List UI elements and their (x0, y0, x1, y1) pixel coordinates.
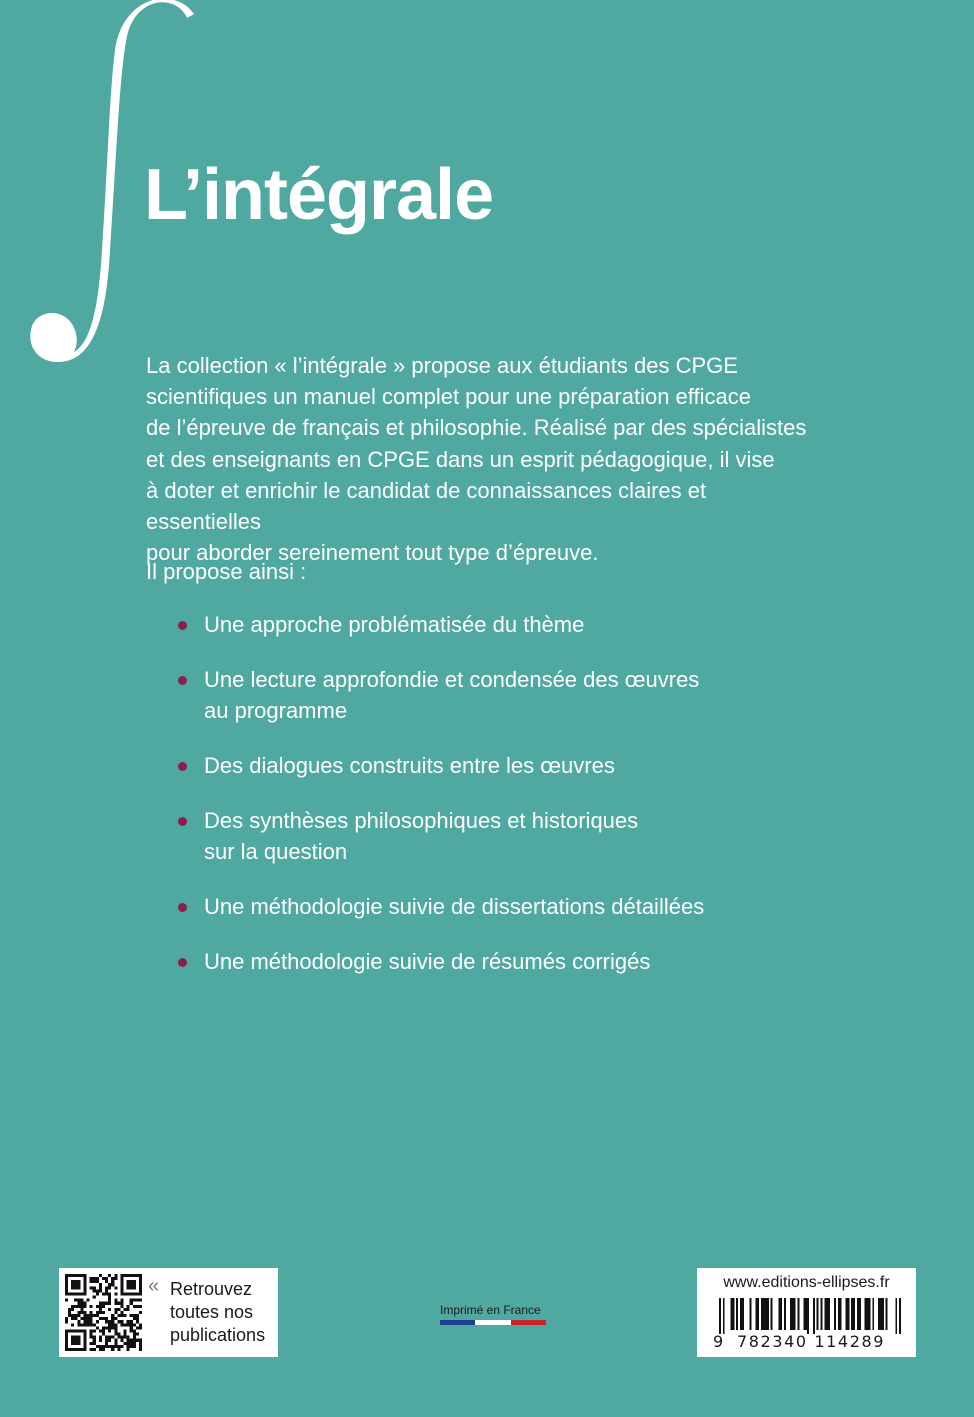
feature-text: sur la question (204, 839, 348, 865)
feature-text: Des dialogues construits entre les œuvres (204, 753, 615, 779)
bullet-icon (178, 621, 187, 630)
isbn-first-digit: 9 (713, 1332, 724, 1351)
bullet-icon (178, 817, 187, 826)
feature-text: Une lecture approfondie et condensée des œuvres (204, 667, 700, 692)
intro-line: de l’épreuve de français et philosophie. Réalisé par des spécialistes (146, 415, 807, 441)
barcode-icon (719, 1298, 901, 1334)
printed-in-france (440, 1303, 546, 1325)
intro-line: scientifiques un manuel complet pour une préparation efficace (146, 384, 751, 410)
intro-line: La collection « l’intégrale » propose aux étudiants des CPGE (146, 353, 738, 378)
french-flag-icon (440, 1320, 546, 1325)
publisher-website[interactable]: www.editions-ellipses.fr (723, 1274, 890, 1291)
feature-item (178, 946, 778, 977)
qr-caption-line: Retrouvez (170, 1279, 253, 1299)
barcode-panel (697, 1268, 916, 1357)
bullet-icon (178, 762, 187, 771)
feature-text: Une méthodologie suivie de dissertations détaillées (204, 894, 705, 920)
flag-stripe-red (511, 1320, 546, 1325)
isbn-digits: 782340 114289 (737, 1332, 886, 1351)
intro-line: à doter et enrichir le candidat de connaissances claires et essentielles (146, 477, 707, 535)
qr-caption (170, 1278, 275, 1347)
feature-item (178, 750, 778, 781)
intro-paragraph (146, 350, 816, 568)
intro-line: et des enseignants en CPGE dans un esprit pédagogique, il vise (146, 446, 775, 472)
qr-caption-line: publications (170, 1325, 266, 1345)
flag-stripe-white (475, 1320, 510, 1325)
feature-item (178, 805, 778, 867)
qr-caption-line: toutes nos (170, 1302, 254, 1322)
feature-text: Des synthèses philosophiques et historiques (204, 808, 639, 834)
feature-item (178, 609, 778, 640)
bullet-icon (178, 958, 187, 967)
qr-code-icon[interactable] (65, 1274, 142, 1351)
features-lead: Il propose ainsi : (146, 559, 307, 584)
flag-stripe-blue (440, 1320, 475, 1325)
feature-list (178, 609, 778, 1001)
printed-in-label: Imprimé en France (440, 1303, 541, 1317)
qr-panel[interactable] (59, 1268, 278, 1357)
chevron-left-icon: « (148, 1275, 160, 1297)
intro-line: pour aborder sereinement tout type d’épreuve. (146, 540, 599, 566)
bullet-icon (178, 903, 187, 912)
feature-item (178, 891, 778, 922)
feature-item (178, 664, 778, 726)
feature-text: Une approche problématisée du thème (204, 612, 585, 637)
collection-title: L’intégrale (144, 155, 494, 235)
feature-text: au programme (204, 698, 348, 724)
bullet-icon (178, 676, 187, 685)
feature-text: Une méthodologie suivie de résumés corrigés (204, 949, 651, 975)
